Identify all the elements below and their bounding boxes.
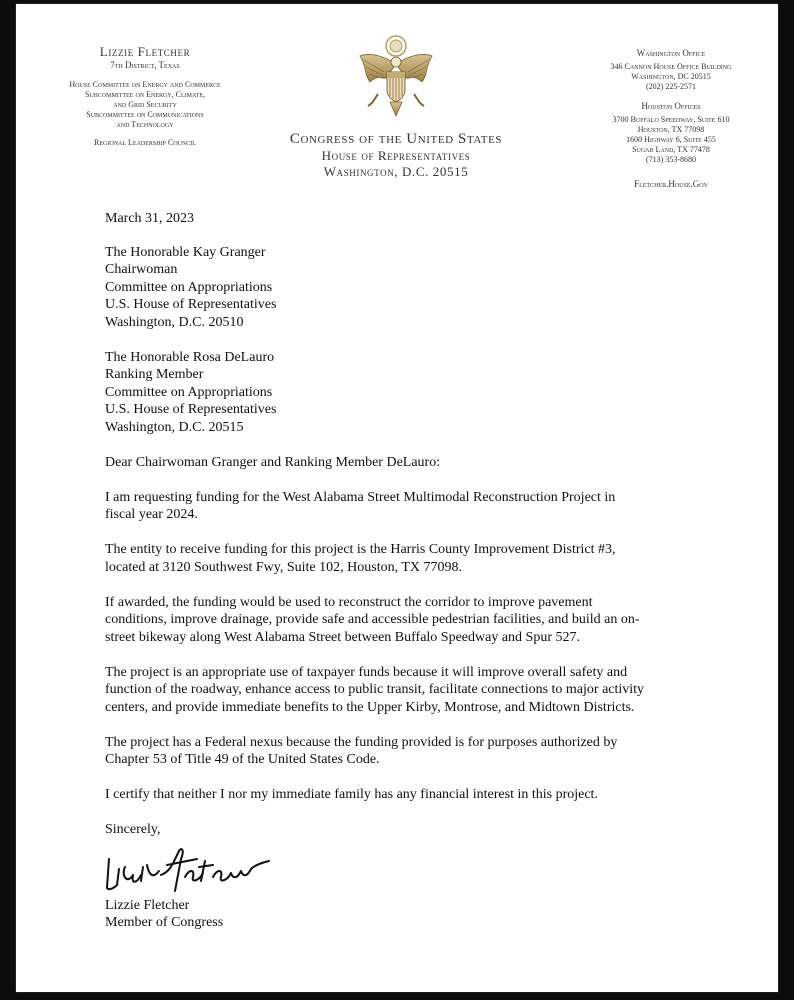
- salutation: Dear Chairwoman Granger and Ranking Member DeLauro:: [105, 454, 441, 470]
- houston-offices-title: Houston Offices: [641, 101, 701, 111]
- congress-title: Congress of the United States: [289, 131, 503, 147]
- paragraph-line: Chapter 53 of Title 49 of the United States Code.: [105, 752, 380, 767]
- recipient-line: Chairwoman: [105, 262, 178, 277]
- paragraph: [105, 594, 675, 647]
- washington-office-line: 346 Cannon House Office Building: [610, 62, 732, 71]
- letterhead-right: [581, 48, 761, 189]
- committee-line: House Committee on Energy and Commerce: [69, 80, 221, 89]
- houston-office-line: Houston, TX 77098: [637, 125, 705, 134]
- letterhead-center: [256, 34, 536, 180]
- paragraph-line: The project is an appropriate use of taxpayer funds because it will improve overall safety and: [105, 664, 628, 680]
- recipient-block-2: [105, 349, 675, 437]
- paragraph-line: centers, and provide immediate benefits to the Upper Kirby, Montrose, and Midtown Districts.: [105, 699, 635, 715]
- recipient-line: U.S. House of Representatives: [105, 297, 277, 312]
- letter-body: [105, 210, 675, 932]
- houston-office-line: Sugar Land, TX 77478: [632, 145, 710, 154]
- signer-title: Member of Congress: [105, 915, 224, 930]
- paragraph-line: function of the roadway, enhance access to public transit, facilitate connections to major activity: [105, 682, 645, 697]
- washington-office-line: Washington, DC 20515: [631, 72, 711, 81]
- washington-office-title: Washington Office: [636, 48, 706, 58]
- letter-page: [16, 4, 778, 992]
- paragraph-line: street bikeway along West Alabama Street between Buffalo Speedway and Spur 527.: [105, 629, 581, 645]
- recipient-line: Washington, D.C. 20510: [105, 314, 244, 330]
- paragraph: [105, 489, 675, 524]
- recipient-line: Committee on Appropriations: [105, 384, 273, 400]
- houston-office-line: (713) 353-8680: [646, 155, 696, 164]
- houston-office-line: 1600 Highway 6, Suite 455: [626, 135, 716, 144]
- house-title: House of Representatives: [321, 148, 471, 163]
- website: Fletcher.House.Gov: [634, 179, 708, 189]
- closing: Sincerely,: [105, 822, 161, 837]
- recipient-line: Washington, D.C. 20515: [105, 419, 244, 435]
- recipient-line: Committee on Appropriations: [105, 279, 273, 295]
- committee-line: Subcommittee on Communications: [86, 110, 204, 119]
- great-seal-eagle-icon: [356, 34, 436, 122]
- council: Regional Leadership Council: [94, 138, 196, 147]
- recipient-block-1: [105, 244, 675, 332]
- paragraph-line: I am requesting funding for the West Alabama Street Multimodal Reconstruction Project in: [105, 489, 616, 505]
- paragraph-line: The entity to receive funding for this project is the Harris County Improvement District #3,: [105, 542, 616, 557]
- committee-line: Subcommittee on Energy, Climate,: [85, 90, 205, 99]
- handwritten-signature-icon: [101, 845, 281, 895]
- recipient-line: The Honorable Kay Granger: [105, 244, 266, 260]
- houston-office-line: 3700 Buffalo Speedway, Suite 610: [612, 115, 730, 124]
- paragraph-line: conditions, improve drainage, provide safe and accessible pedestrian facilities, and build an on-: [105, 612, 640, 627]
- paragraph-line: I certify that neither I nor my immediate family has any financial interest in this project.: [105, 787, 598, 802]
- signer-name: Lizzie Fletcher: [105, 897, 190, 913]
- representative-name: Lizzie Fletcher: [99, 44, 191, 59]
- paragraph: [105, 786, 675, 804]
- paragraph: [105, 541, 675, 576]
- district: 7th District, Texas: [110, 60, 180, 70]
- paragraph-line: If awarded, the funding would be used to reconstruct the corridor to improve pavement: [105, 594, 593, 610]
- washington-office-line: (202) 225-2571: [646, 82, 696, 91]
- recipient-line: Ranking Member: [105, 367, 204, 382]
- recipient-line: U.S. House of Representatives: [105, 402, 277, 417]
- paragraph-line: The project has a Federal nexus because the funding provided is for purposes authorized by: [105, 734, 618, 750]
- letterhead-left: [40, 44, 250, 148]
- paragraph: [105, 734, 675, 769]
- letter-date: March 31, 2023: [105, 211, 195, 226]
- recipient-line: The Honorable Rosa DeLauro: [105, 349, 275, 365]
- committee-line: and Grid Security: [113, 100, 177, 109]
- capital-address: Washington, D.C. 20515: [323, 164, 469, 179]
- committee-line: and Technology: [116, 120, 174, 129]
- paragraph: [105, 664, 675, 717]
- paragraph-line: fiscal year 2024.: [105, 507, 198, 522]
- paragraph-line: located at 3120 Southwest Fwy, Suite 102, Houston, TX 77098.: [105, 559, 462, 575]
